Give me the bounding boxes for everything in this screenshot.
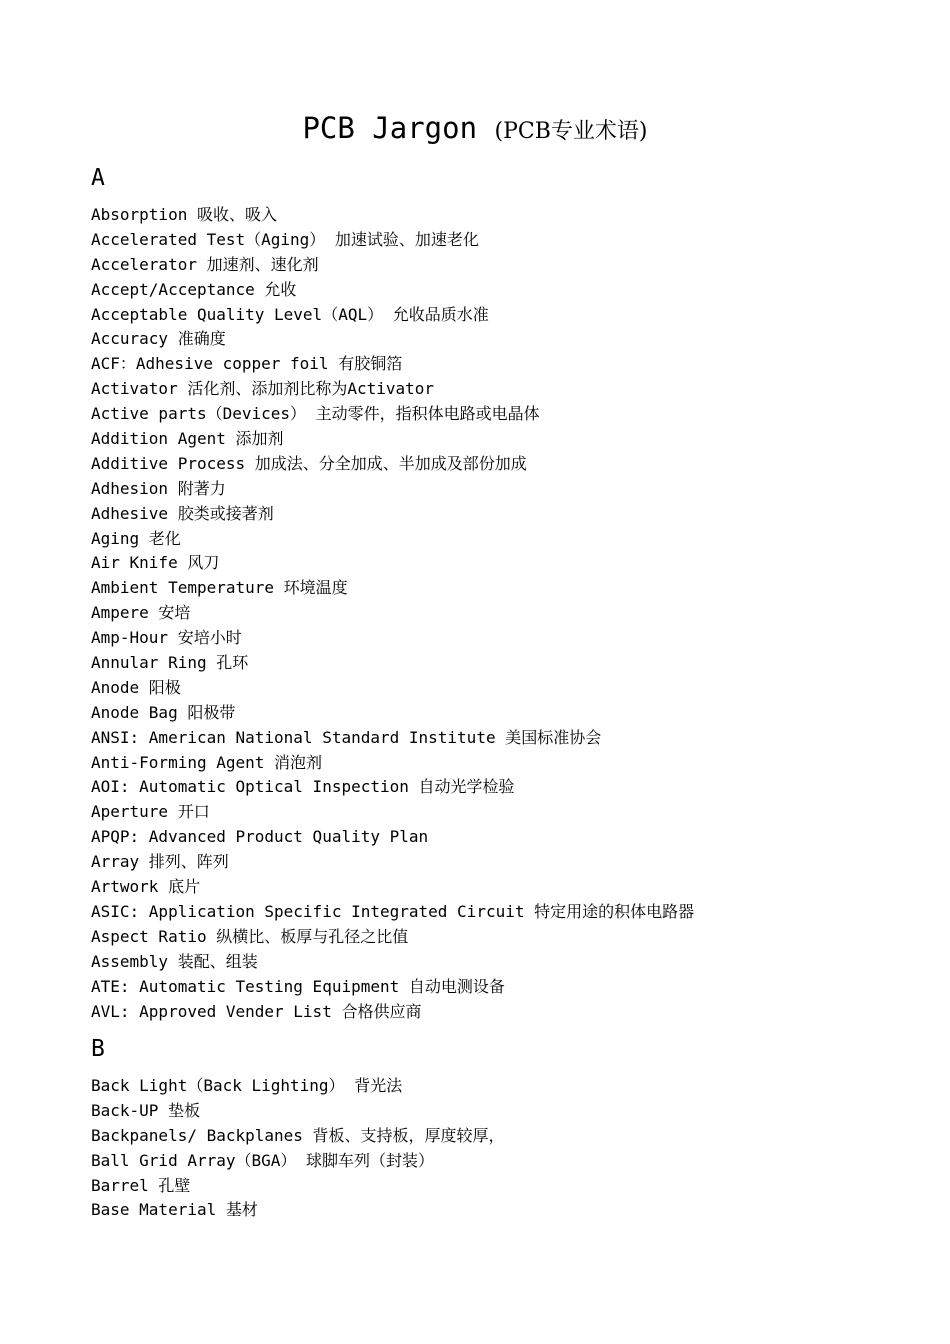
- glossary-entry: ANSI: American National Standard Institute 美国标准协会: [91, 727, 602, 747]
- title-main: PCB Jargon: [302, 111, 478, 145]
- glossary-entry: Active parts（Devices） 主动零件，指积体电路或电晶体: [91, 404, 540, 424]
- glossary-entry: APQP: Advanced Product Quality Plan: [91, 827, 429, 847]
- glossary-entry: ATE: Automatic Testing Equipment 自动电测设备: [91, 976, 505, 996]
- glossary-entry: Backpanels/ Backplanes 背板、支持板，厚度较厚，: [91, 1125, 505, 1145]
- glossary-entry: Aperture 开口: [91, 802, 210, 822]
- glossary-entry: ASIC: Application Specific Integrated Circuit 特定用途的积体电路器: [91, 901, 695, 921]
- glossary-entry: Anode 阳极: [91, 677, 181, 697]
- glossary-entry: Activator 活化剂、添加剂比称为Activator: [91, 379, 435, 399]
- entry-list: [91, 1074, 891, 1223]
- glossary-entry: Adhesion 附著力: [91, 478, 226, 498]
- glossary-entry: Assembly 装配、组装: [91, 951, 258, 971]
- glossary-entry: Acceptable Quality Level（AQL） 允收品质水准: [91, 304, 489, 324]
- glossary-entry: Back-UP 垫板: [91, 1100, 201, 1120]
- glossary-entry: Accuracy 准确度: [91, 329, 226, 349]
- glossary-entry: Back Light（Back Lighting） 背光法: [91, 1076, 403, 1095]
- glossary-entry: ACF：Adhesive copper foil 有胶铜箔: [91, 354, 403, 374]
- glossary-entry: Ampere 安培: [91, 603, 191, 623]
- glossary-entry: Absorption 吸收、吸入: [91, 205, 277, 224]
- section-letter: B: [91, 1036, 105, 1062]
- section-b: [91, 1036, 891, 1223]
- glossary-entry: Additive Process 加成法、分全加成、半加成及部份加成: [91, 453, 527, 473]
- section-a: [91, 165, 891, 1024]
- glossary-entry: Ball Grid Array（BGA） 球脚车列（封装）: [91, 1150, 435, 1170]
- glossary-entry: Artwork 底片: [91, 877, 201, 897]
- glossary-entry: AVL: Approved Vender List 合格供应商: [91, 1001, 422, 1021]
- glossary-entry: Base Material 基材: [91, 1200, 258, 1220]
- glossary-entry: Accelerator 加速剂、速化剂: [91, 254, 319, 274]
- glossary-entry: Anti-Forming Agent 消泡剂: [91, 752, 323, 772]
- glossary-entry: Anode Bag 阳极带: [91, 702, 236, 722]
- glossary-entry: AOI: Automatic Optical Inspection 自动光学检验: [91, 777, 515, 797]
- glossary-entry: Addition Agent 添加剂: [91, 429, 284, 449]
- title-subtitle: (PCB专业术语): [494, 119, 648, 144]
- glossary-entry: Adhesive 胶类或接著剂: [91, 503, 274, 523]
- section-letter: A: [91, 165, 105, 191]
- glossary-entry: Annular Ring 孔环: [91, 653, 249, 673]
- glossary-entry: Aspect Ratio 纵横比、板厚与孔径之比值: [91, 926, 409, 946]
- entry-list: [91, 203, 891, 1024]
- glossary-entry: Aging 老化: [91, 528, 181, 548]
- glossary-entry: Array 排列、阵列: [91, 852, 229, 872]
- glossary-entry: Amp-Hour 安培小时: [91, 628, 242, 648]
- glossary-entry: Ambient Temperature 环境温度: [91, 578, 348, 598]
- glossary-entry: Accept/Acceptance 允收: [91, 279, 297, 299]
- page-title: [0, 108, 950, 152]
- glossary-entry: Barrel 孔壁: [91, 1175, 191, 1195]
- glossary-entry: Accelerated Test（Aging） 加速试验、加速老化: [91, 229, 479, 249]
- glossary-entry: Air Knife 风刀: [91, 553, 220, 573]
